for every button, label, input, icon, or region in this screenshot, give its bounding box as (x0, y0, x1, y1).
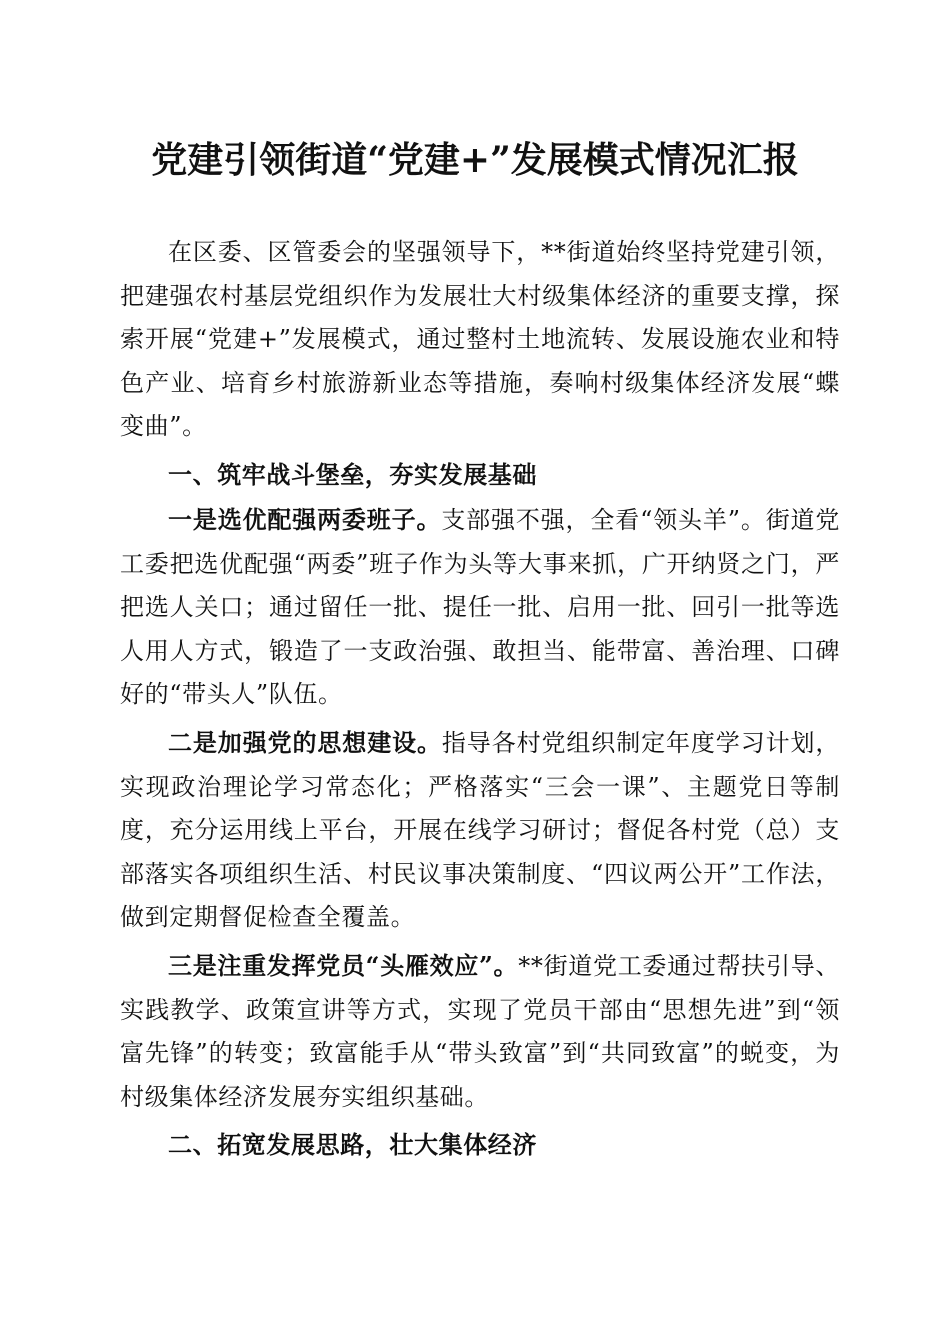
section-1-item-1 (120, 498, 840, 717)
section-1-item-3 (120, 944, 840, 1119)
intro-paragraph: 在区委、区管委会的坚强领导下，**街道始终坚持党建引领，把建强农村基层党组织作为发展壮大村级集体经济的重要支撑，探索开展“党建+”发展模式，通过整村土地流转、发展设施农业和特色产业、培育乡村旅游新业态等措施，奏响村级集体经济发展“蝶变曲”。 (120, 238, 840, 440)
item-1-lead: 一是选优配强两委班子。 (168, 505, 442, 534)
section-2-heading: 二、拓宽发展思路，壮大集体经济 (168, 1131, 537, 1159)
section-1-item-2 (120, 721, 840, 940)
section-1-heading: 一、筑牢战斗堡垒，夯实发展基础 (168, 461, 537, 489)
item-2-text: 指导各村党组织制定年度学习计划，实现政治理论学习常态化；严格落实“三会一课”、主题党日等制度，充分运用线上平台，开展在线学习研讨；督促各村党（总）支部落实各项组织生活、村民议事决策制度、“四议两公开”工作法，做到定期督促检查全覆盖。 (120, 729, 840, 931)
item-3-text: **街道党工委通过帮扶引导、实践教学、政策宣讲等方式，实现了党员干部由“思想先进”到“领富先锋”的转变；致富能手从“带头致富”到“共同致富”的蜕变，为村级集体经济发展夯实组织基础。 (120, 952, 841, 1111)
item-3-lead: 三是注重发挥党员“头雁效应”。 (168, 951, 519, 980)
item-2-lead: 二是加强党的思想建设。 (168, 728, 442, 757)
document-title: 党建引领街道“党建+”发展模式情况汇报 (151, 139, 799, 181)
item-1-text: 支部强不强，全看“领头羊”。街道党工委把选优配强“两委”班子作为头等大事来抓，广开纳贤之门，严把选人关口；通过留任一批、提任一批、启用一批、回引一批等选人用人方式，锻造了一支政治强、敢担当、能带富、善治理、口碑好的“带头人”队伍。 (120, 506, 840, 708)
